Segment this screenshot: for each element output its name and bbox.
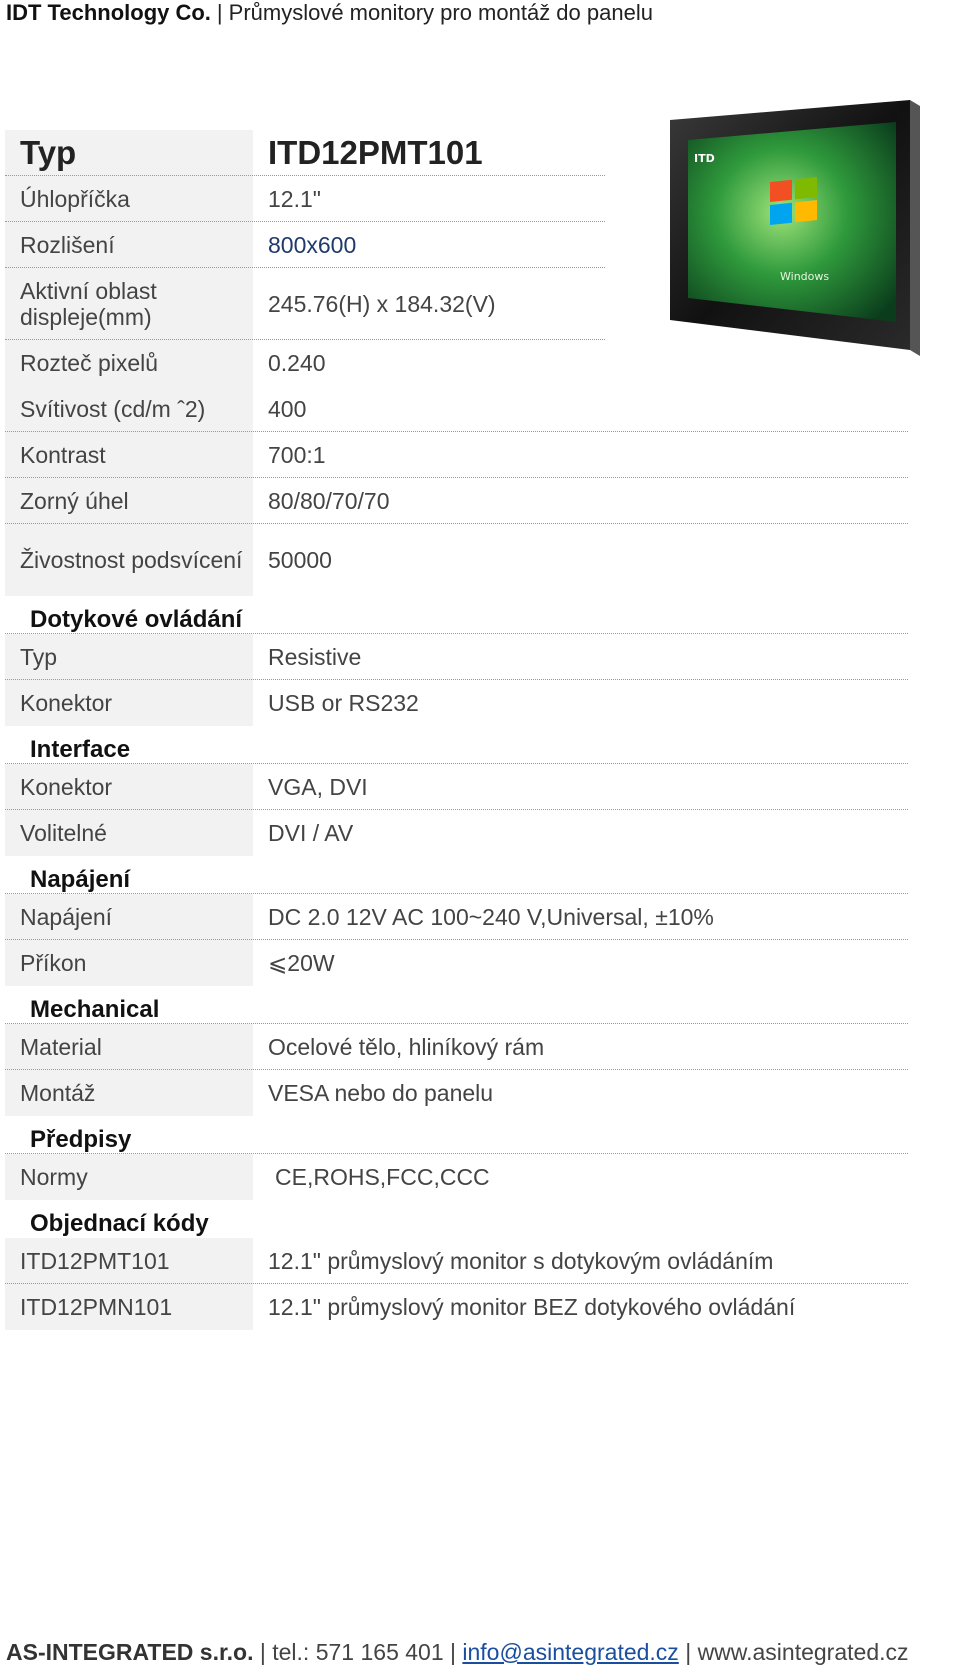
spec-row (5, 1070, 908, 1116)
footer-company: AS-INTEGRATED s.r.o. (6, 1639, 254, 1665)
spec-value: ⩽20W (268, 950, 335, 976)
section-title-power: Napájení (5, 856, 908, 894)
spec-value: ITD12PMT101 (268, 134, 483, 171)
footer-phone: | tel.: 571 165 401 | (259, 1639, 456, 1665)
spec-label: Kontrast (5, 432, 253, 478)
page-header (6, 0, 653, 26)
spec-label: Živostnost podsvícení (5, 524, 253, 596)
spec-value: DVI / AV (268, 820, 354, 846)
spec-row (5, 810, 908, 856)
spec-label: Rozteč pixelů (5, 340, 253, 386)
spec-value: 800x600 (268, 232, 357, 258)
spec-label: Konektor (5, 764, 253, 810)
spec-label: Material (5, 1024, 253, 1070)
spec-label: Úhlopříčka (5, 176, 253, 222)
spec-label: Rozlišení (5, 222, 253, 268)
header-separator: | (216, 0, 223, 25)
spec-label: Montáž (5, 1070, 253, 1116)
monitor-badge-text: ITD (694, 152, 715, 165)
spec-label: Normy (5, 1154, 253, 1200)
spec-row (5, 432, 908, 478)
spec-label: Napájení (5, 894, 253, 940)
spec-row (5, 1154, 908, 1200)
section-title-mechanical: Mechanical (5, 986, 908, 1024)
section-title-regulations: Předpisy (5, 1116, 908, 1154)
spec-value: VGA, DVI (268, 774, 368, 800)
spec-row (5, 680, 908, 726)
spec-value: Ocelové tělo, hliníkový rám (268, 1034, 545, 1060)
spec-value: 12.1" průmyslový monitor s dotykovým ovládáním (268, 1248, 774, 1274)
footer-web: | www.asintegrated.cz (685, 1639, 909, 1665)
spec-value: USB or RS232 (268, 690, 419, 716)
spec-value: Resistive (268, 644, 362, 670)
spec-label: Zorný úhel (5, 478, 253, 524)
spec-value: 12.1" (268, 186, 321, 212)
spec-row (5, 386, 908, 432)
spec-row (5, 1024, 908, 1070)
spec-label: Příkon (5, 940, 253, 986)
spec-row (5, 524, 908, 596)
section-title-interface: Interface (5, 726, 908, 764)
spec-value: 400 (268, 396, 307, 422)
spec-value: CE,ROHS,FCC,CCC (275, 1164, 490, 1190)
spec-value: 0.240 (268, 350, 326, 376)
spec-label: Aktivní oblast displeje(mm) (5, 268, 253, 340)
spec-row (5, 634, 908, 680)
spec-label: Konektor (5, 680, 253, 726)
spec-value: 12.1" průmyslový monitor BEZ dotykového ovládání (268, 1294, 796, 1320)
spec-label: Typ (5, 634, 253, 680)
footer-email-link[interactable]: info@asintegrated.cz (462, 1639, 679, 1665)
spec-row (5, 894, 908, 940)
spec-label: Volitelné (5, 810, 253, 856)
spec-label: ITD12PMT101 (5, 1238, 253, 1284)
spec-row (5, 940, 908, 986)
section-title-touch: Dotykové ovládání (5, 596, 908, 634)
monitor-screen-text: Windows (780, 270, 830, 283)
header-title: Průmyslové monitory pro montáž do panelu (228, 0, 653, 25)
spec-value: 50000 (268, 547, 332, 573)
spec-row (5, 1238, 908, 1284)
spec-value: VESA nebo do panelu (268, 1080, 494, 1106)
spec-row (5, 1284, 908, 1330)
spec-label: ITD12PMN101 (5, 1284, 253, 1330)
section-title-order: Objednací kódy (30, 1210, 209, 1237)
spec-label: Typ (5, 130, 253, 176)
spec-value: 80/80/70/70 (268, 488, 390, 514)
spec-row (5, 764, 908, 810)
spec-value: 245.76(H) x 184.32(V) (268, 291, 496, 317)
monitor-image (660, 100, 955, 375)
spec-row (5, 478, 908, 524)
page-footer (6, 1637, 909, 1667)
spec-label: Svítivost (cd/m ˆ2) (5, 386, 253, 432)
spec-value: DC 2.0 12V AC 100~240 V,Universal, ±10% (268, 904, 714, 930)
header-company: IDT Technology Co. (6, 0, 211, 25)
spec-value: 700:1 (268, 442, 326, 468)
